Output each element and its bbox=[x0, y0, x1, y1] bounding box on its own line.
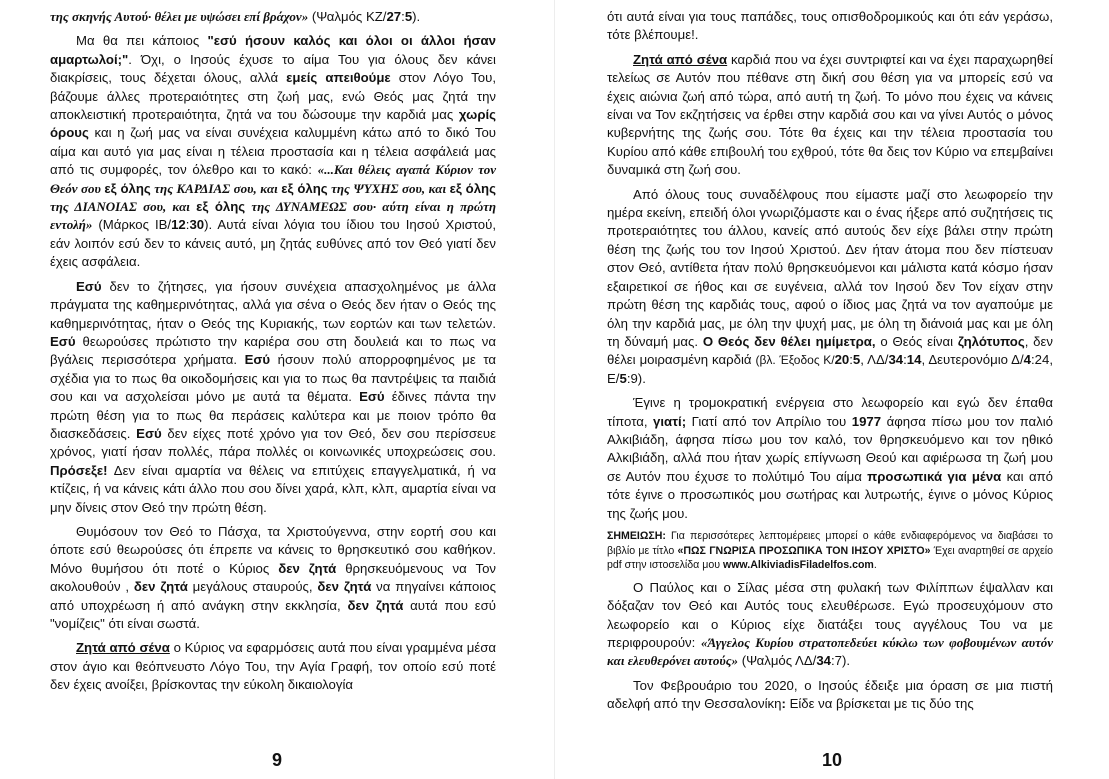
text-run: , ΛΔ/ bbox=[860, 352, 889, 368]
text-run: εξ όλης bbox=[449, 180, 496, 196]
text-run: γιατί; bbox=[653, 413, 687, 429]
text-run: της ΔΙΑΝΟΙΑΣ σου, και bbox=[50, 199, 197, 215]
text-run: Ο Παύλος και ο Σίλας μέσα στη φυλακή των Φιλίππων έψαλλαν και δόξαζαν τον Θεό και Αυτός τους ελευθέρωσε. Εγώ προσευχόμουν στο λεωφορείο και ο Κύριος είχε διατάξει τους αγγέλους Του να με περιφρουρούν: bbox=[607, 579, 1053, 650]
text-run: ήσουν πολύ απορροφημένος με τα σχέδια για το πως θα οικοδομήσεις και για το πως θα παντρέψεις τα παιδιά σου και να ασχολείσαι μόνο με αυτά τα θέματα. bbox=[50, 352, 496, 405]
text-run: : bbox=[903, 352, 907, 368]
text-run: 1977 bbox=[851, 413, 882, 429]
text-run: . Όχι, ο Ιησούς έχυσε το αίμα Του για όλους δεν κάνει διακρίσεις, τους δέχεται όλους, αλλά bbox=[50, 51, 496, 86]
text-run: Εσύ bbox=[76, 278, 102, 294]
text-run: : bbox=[401, 9, 405, 24]
paragraph bbox=[607, 394, 1053, 523]
text-run: ). bbox=[412, 9, 421, 24]
text-run: :9). bbox=[626, 370, 646, 386]
text-run: 5 bbox=[619, 370, 627, 386]
text-run: (Μάρκος ΙΒ/ bbox=[92, 217, 172, 233]
text-run: της ΚΑΡΔΙΑΣ σου, και bbox=[150, 180, 282, 196]
paragraph bbox=[50, 32, 496, 271]
text-run: ότι αυτά είναι για τους παπάδες, τους οπισθοδρομικούς και ότι εάν γεράσω, τότε βλέπουμε!. bbox=[607, 9, 1053, 43]
text-run: Ζητά από σένα bbox=[633, 51, 728, 67]
text-run: χωρίς όρους bbox=[50, 107, 496, 141]
text-run: Θυμόσουν τον Θεό το Πάσχα, τα Χριστούγεννα, στην εορτή σου και όποτε εσύ θεωρούσες ότι έπρεπε να κάνεις το θρησκευτικό σου καθήκον. Μόνο θυμήσου ότι ποτέ ο Κύριος bbox=[50, 523, 496, 576]
text-run: Τον Φεβρουάριο του 2020, ο Ιησούς έδειξε μια όραση σε μια πιστή αδελφή από την Θεσσαλονίκη bbox=[607, 677, 1053, 712]
paragraph bbox=[50, 639, 496, 694]
left-text-column bbox=[50, 8, 496, 701]
text-run: «...Και θέλεις αγαπά Κύριον τον Θεόν σου bbox=[50, 162, 497, 196]
page-number: 9 bbox=[271, 750, 282, 770]
right-text-column bbox=[607, 8, 1053, 720]
text-run: δεν το ζήτησες, για ήσουν συνέχεια απασχολημένος με άλλα πράγματα της καθημερινότητας, αλλά για σένα ο Θεός δεν ήταν ο Θεός της καθημερινότητας, ήταν ο Θεός της Κυριακής, των εορτών και των τελετών. bbox=[50, 278, 496, 331]
text-run: να πηγαίνει κάποιος από υποχρέωση ή από ανάγκη στην εκκλησία, bbox=[50, 579, 496, 613]
text-run: προσωπικά για μένα bbox=[867, 468, 1002, 484]
text-run: 27 bbox=[386, 9, 402, 24]
text-run: :7). bbox=[831, 653, 851, 669]
text-run: «ΠΩΣ ΓΝΩΡΙΣΑ ΠΡΟΣΩΠΙΚΑ ΤΟΝ ΙΗΣΟΥ ΧΡΙΣΤΟ» bbox=[677, 544, 931, 557]
text-run: 30 bbox=[189, 217, 205, 233]
text-run: δεν ζητά bbox=[347, 597, 404, 613]
text-run: , Δευτερονόμιο Δ/ bbox=[921, 352, 1024, 368]
text-run: δεν είχες ποτέ χρόνο για τον Θεό, δεν σου περίσσευε χρόνος, γιατί ήσαν πολλές, πάρα πολλές οι κοινωνικές υποχρεώσεις σου. bbox=[50, 425, 496, 460]
text-run: δεν ζητά bbox=[278, 560, 337, 576]
footnote bbox=[607, 529, 1053, 573]
text-run: , δεν θέλει μοιρασμένη καρδιά bbox=[607, 333, 1053, 368]
paragraph bbox=[607, 579, 1053, 671]
text-run: 34 bbox=[888, 352, 904, 368]
text-run: έδινες πάντα την πρώτη θέση για το πως θα περάσεις καλύτερα και με ποιον τρόπο θα διασκεδάσεις. bbox=[50, 389, 496, 441]
text-run: Από όλους τους συναδέλφους που είμαστε μαζί στο λεωφορείο την ημέρα εκείνη, επειδή όλοι γνωριζόμαστε και ο ένας ήξερε από συζητήσεις τις προτεραιότητες του άλλου, κανείς από αυτούς δεν είχε βάλει στην πρώτη θέση της ζωής του τον Ιησού Χριστού. Δεν ήταν άτομα που δεν πίστευαν στον Θεό, αντίθετα ήταν πολύ θρησκευόμενοι και μάλιστα κατά κόσμο ήσαν εξαιρετικοί σε ήθος και σε ευγένεια, αλλά τον Ιησού δεν Τον είχαν στην πρώτη θέση της καρδιάς τους, αφού ο ίδιος μας ζητά να τον αγαπούμε με όλη την καρδιά μας, με όλη την ψυχή μας, με όλη τη διάνοιά μας και με όλη τη δύναμή μας. bbox=[607, 186, 1053, 349]
page-right bbox=[555, 0, 1109, 779]
text-run: Ζητά από σένα bbox=[76, 640, 170, 656]
text-run: Είδε να βρίσκεται με τις δύο της bbox=[785, 696, 974, 712]
text-run: άφησα πίσω μου τον παλιό Αλκιβιάδη, άφησα πίσω μου τον καλό, τον θρησκευόμενο και τον ηθικό Αλκιβιάδη, αλλά που ήταν χωρίς επίγνωση Θεού και αφιέρωσα τη ζωή μου σε Αυτόν που έχυσε το πολύτιμό Του αίμα bbox=[607, 413, 1053, 484]
text-run: θεωρούσες πρώτιστο την καριέρα σου στη δουλειά και το πως να βγάλεις περισσότερα χρήματα. bbox=[50, 333, 496, 368]
text-run: μεγάλους σταυρούς, bbox=[187, 579, 318, 595]
text-run: εξ όλης bbox=[281, 180, 328, 196]
text-run: εμείς απειθούμε bbox=[286, 70, 391, 86]
text-run: στον Λόγο Του, βάζουμε άλλες προτεραιότητες στη ζωή μας, ενώ Θεός μας ζητά την αποκλειστική προτεραιότητα, ζητά να του δώσουμε την καρδιά μας bbox=[50, 70, 496, 123]
text-run: δεν ζητά bbox=[133, 579, 188, 595]
text-run: «Άγγελος Κυρίου στρατοπεδεύει κύκλω των φοβουμένων αυτόν και ελευθερόνει αυτούς» bbox=[607, 634, 1053, 669]
text-run: της σκηνής Αυτού· θέλει με υψώσει επί βράχον» bbox=[50, 9, 309, 24]
paragraph bbox=[607, 186, 1053, 388]
text-run: δεν ζητά bbox=[317, 579, 372, 595]
text-run: ο Κύριος να εφαρμόσεις αυτά που είναι γραμμένα μέσα στον άγιο και θεόπνευστο Λόγο Του, την Αγία Γραφή, τον οποίο εσύ ποτέ δεν έχεις ανοίξει, βρίσκοντας την εύκολη δικαιολογία bbox=[50, 640, 496, 693]
text-run: (Ψαλμός ΚΖ/ bbox=[308, 9, 387, 24]
text-run: και η ζωή μας να είναι συνέχεια καλυμμένη κάτω από το δικό Του αίμα και αυτό για μας είναι η τέλεια προστασία και η τέλεια ασφάλειά μας από τις συμφορές, τον όλεθρο και το κακό: bbox=[50, 125, 496, 178]
text-run: : bbox=[781, 696, 786, 712]
paragraph bbox=[50, 278, 496, 517]
text-run: (Ψαλμός ΛΔ/ bbox=[738, 653, 817, 669]
text-run: θρησκευόμενους να Τον ακολουθούν , bbox=[50, 560, 496, 595]
text-run: . bbox=[873, 559, 877, 572]
text-run: 4 bbox=[1023, 352, 1032, 368]
paragraph bbox=[50, 8, 496, 26]
paragraph bbox=[607, 677, 1053, 714]
text-run: Δεν είναι αμαρτία να θέλεις να επιτύχεις επαγγελματικά, ή να κτίζεις, ή να κάνεις κάτι άλλο που σου δίνει χαρά, κλπ, κλπ, αμαρτία είναι να μην δίνεις στον Θεό την πρώτη θέση. bbox=[50, 462, 496, 515]
text-run: Εσύ bbox=[359, 389, 385, 405]
text-run: Εσύ bbox=[50, 333, 76, 349]
page-left bbox=[0, 0, 554, 779]
text-run: εξ όλης bbox=[104, 180, 151, 196]
text-run: 34 bbox=[816, 653, 832, 669]
text-run: ζηλότυπος bbox=[957, 333, 1025, 349]
paragraph bbox=[607, 8, 1053, 45]
text-run: ΣΗΜΕΙΩΣΗ: bbox=[607, 529, 666, 542]
text-run: της ΔΥΝΑΜΕΩΣ σου· αύτη είναι η πρώτη εντολή» bbox=[50, 199, 496, 233]
text-run: www.AlkiviadisFiladelfos.com bbox=[722, 559, 874, 572]
text-run: Ο Θεός δεν θέλει ημίμετρα, bbox=[702, 333, 876, 349]
text-run: 14 bbox=[906, 352, 922, 368]
text-run: : bbox=[185, 217, 190, 233]
text-run: 5 bbox=[404, 9, 413, 24]
text-run: και από τότε έγινε ο προσωπικός μου σωτήρας και λυτρωτής, έγινε ο μόνος Κύριος της ζωής μου. bbox=[607, 468, 1054, 521]
paragraph bbox=[607, 51, 1053, 180]
text-run: ο Θεός είναι bbox=[875, 333, 958, 349]
text-run: : bbox=[849, 352, 853, 368]
text-run: Για περισσότερες λεπτομέρειες μπορεί ο κάθε ενδιαφερόμενος να διαβάσει το βιβλίο με τίτλο bbox=[607, 529, 1053, 557]
text-run: "εσύ ήσουν καλός και όλοι οι άλλοι ήσαν αμαρτωλοί;" bbox=[50, 33, 496, 67]
text-run: ). Αυτά είναι λόγια του ίδιου του Ιησού Χριστού, εάν λοιπόν εσύ δεν το κάνεις αυτό, μη ζητάς ευθύνες από τον Θεό γιατί δεν έχεις ασφάλεια. bbox=[50, 217, 497, 270]
text-run: Πρόσεξε! bbox=[50, 462, 108, 478]
text-run: εξ όλης bbox=[196, 199, 246, 215]
text-run: 20 bbox=[834, 352, 850, 368]
text-run: 12 bbox=[171, 217, 186, 233]
text-run: καρδιά που να έχει συντριφτεί και να έχει παραχωρηθεί τελείως σε Αυτόν που πέθανε στη δική σου θέση για να μπορείς εσύ να έχεις αιώνια ζωή από τώρα, από αυτή τη ζωή. Το μόνο που έχεις να κάνεις είναι να Τον εκζητήσεις να έρθει στην καρδιά σου και να γίνει Αυτός ο μόνος κυβερνήτης της ζωής σου. Τότε θα έχεις και την τέλεια προστασία του Κυρίου από κάθε επιβουλή του εχθρού, τότε θα δεις τον Κύριο να επεμβαίνει δυναμικά στη ζωή σου. bbox=[607, 51, 1053, 178]
paragraph bbox=[50, 523, 496, 633]
text-run: Γιατί από τον Απρίλιο του bbox=[686, 413, 852, 429]
text-run: της ΨΥΧΗΣ σου, και bbox=[327, 180, 450, 196]
text-run: (βλ. Έξοδος Κ/ bbox=[755, 353, 835, 368]
text-run: Εσύ bbox=[136, 425, 162, 441]
page-number: 10 bbox=[821, 750, 843, 770]
text-run: αυτά που εσύ "νομίζεις" ότι είναι σωστά. bbox=[50, 597, 496, 631]
text-run: 5 bbox=[852, 352, 861, 368]
text-run: Μα θα πει κάποιος bbox=[76, 33, 208, 49]
text-run: Έχει αναρτηθεί σε αρχείο pdf στην ιστοσελίδα μου bbox=[607, 544, 1054, 572]
text-run: :24, Ε/ bbox=[607, 352, 1054, 386]
text-run: Εσύ bbox=[244, 352, 271, 368]
text-run: Έγινε η τρομοκρατική ενέργεια στο λεωφορείο και εγώ δεν έπαθα τίποτα, bbox=[607, 395, 1053, 429]
